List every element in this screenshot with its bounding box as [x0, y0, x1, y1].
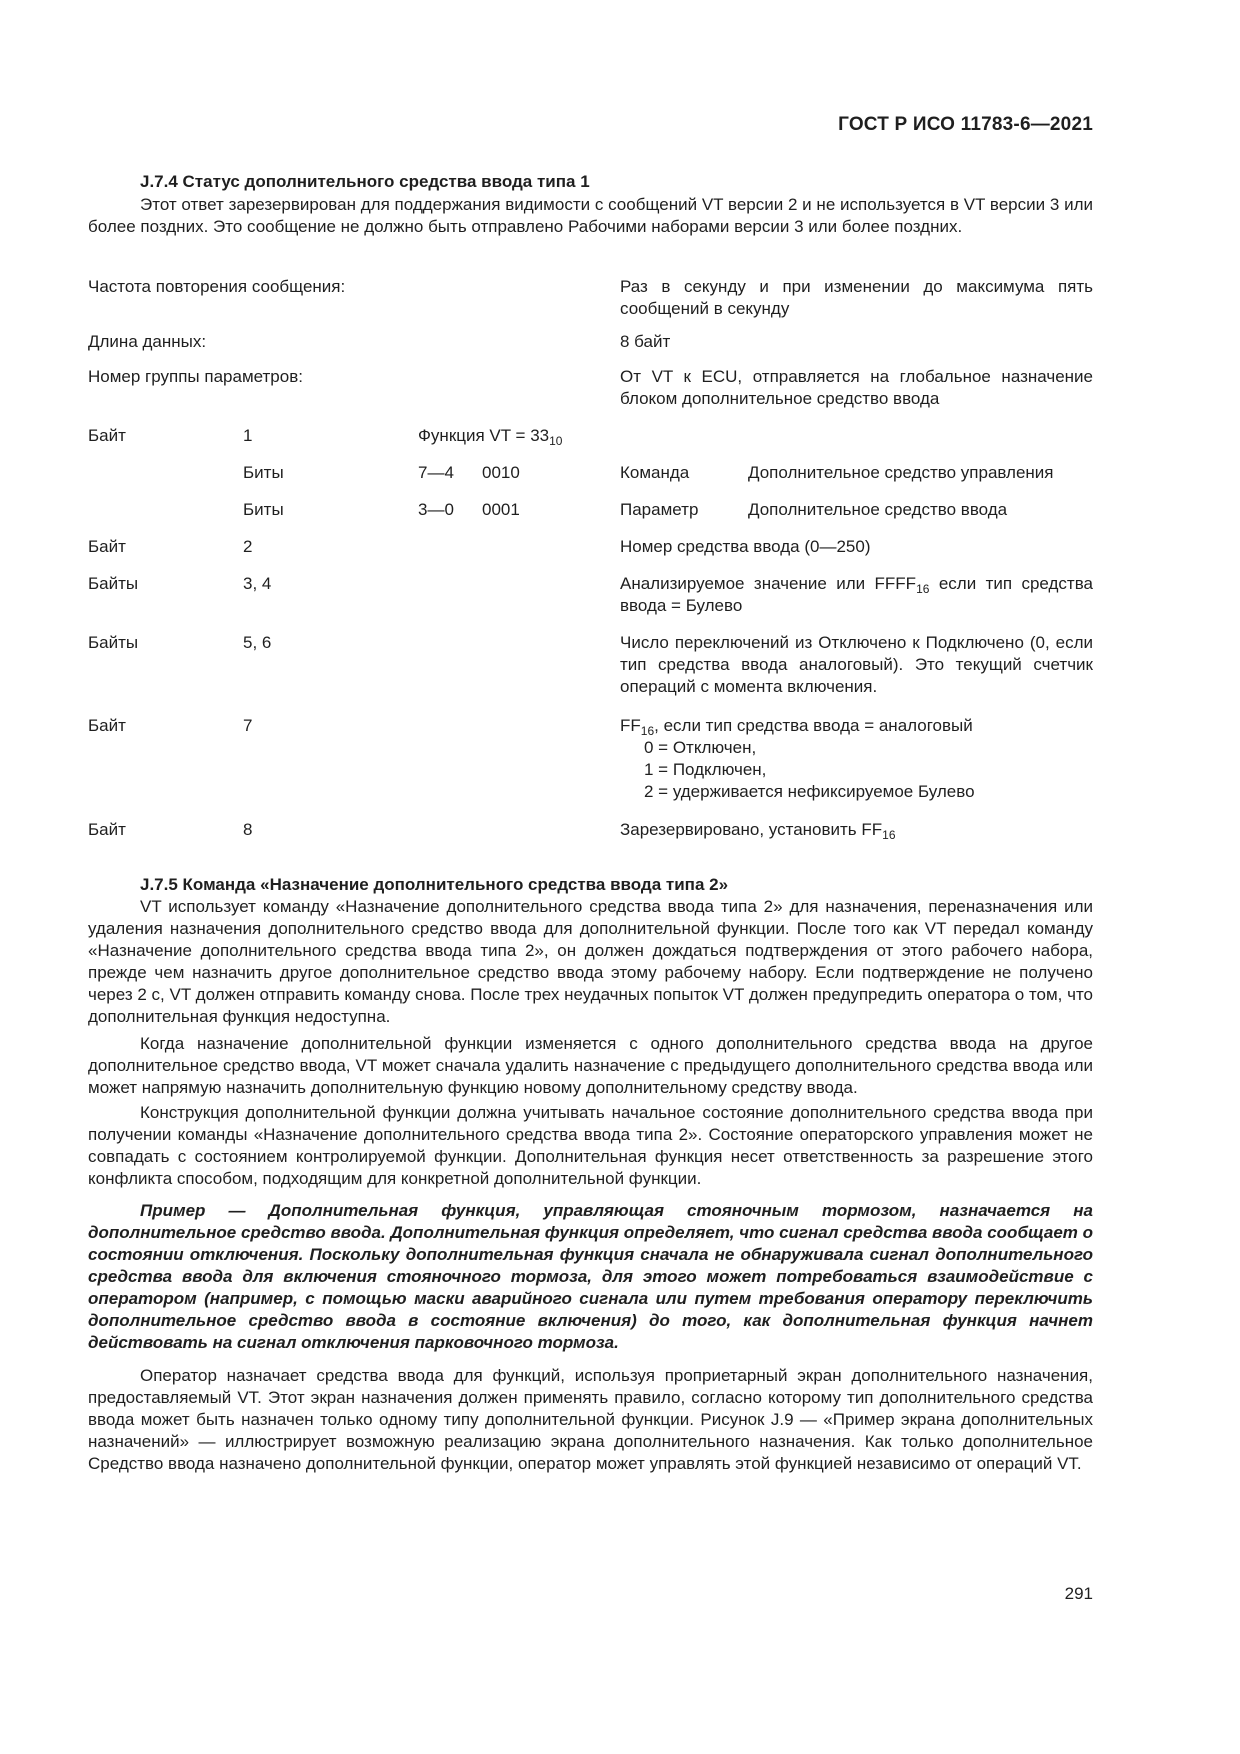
bits-value: 0010 — [482, 463, 520, 482]
bits-description: Дополнительное средство ввода — [748, 500, 1008, 519]
prop-key-repetition: Частота повторения сообщения: — [88, 277, 346, 296]
prop-key-pgn: Номер группы параметров: — [88, 367, 303, 386]
prop-value-repetition: Раз в секунду и при изменении до максимума пять сообщений в секунду — [620, 277, 1093, 318]
byte-label: Байт — [88, 537, 126, 556]
byte-description: $FF_{16}$, если тип средства ввода = аналоговый 0 = Отключен, 1 = Подключен, 2 = удерживается нефиксируемое Булево — [620, 715, 1093, 803]
value-list-item: 1 = Подключен, — [644, 760, 767, 779]
byte-number: 3, 4 — [243, 574, 272, 593]
byte-label: Байты — [88, 633, 139, 652]
bits-label: Биты — [243, 500, 284, 519]
section-heading-j74: J.7.4 Статус дополнительного средства ввода типа 1 — [140, 172, 590, 191]
byte-label: Байт — [88, 820, 126, 839]
value-list-item: 2 = удерживается нефиксируемое Булево — [644, 782, 975, 801]
example-note: Пример — Дополнительная функция, управляющая стояночным тормозом, назначается на дополнительное средство ввода. Дополнительная функция определяет, что сигнал средства ввода сообщает о состоянии отключения. Поскольку дополнительная функция сначала не обнаруживала сигнал дополнительного средства ввода для включения стояночного тормоза, для этого может потребоваться взаимодействие с оператором (например, с помощью маски аварийного сигнала или путем требования оператору переключить дополнительное средство ввода в состояние включения) до того, как дополнительная функция начнет действовать на сигнал отключения парковочного тормоза. — [88, 1201, 1093, 1352]
bits-value: 0001 — [482, 500, 520, 519]
bits-field-name: Параметр — [620, 500, 699, 519]
byte-number: 2 — [243, 537, 253, 556]
byte-description: Номер средства ввода (0—250) — [620, 537, 871, 556]
document-page — [88, 0, 1093, 1754]
page-number: 291 — [1064, 1584, 1093, 1603]
byte-label: Байт — [88, 716, 126, 735]
bits-range: 7—4 — [418, 463, 454, 482]
bits-description: Дополнительное средство управления — [748, 463, 1054, 482]
byte-number: 1 — [243, 426, 253, 445]
vt-function-code: Функция VT = $33_{10}$ — [418, 426, 563, 448]
bits-range: 3—0 — [418, 500, 454, 519]
byte-number: 5, 6 — [243, 633, 272, 652]
prop-value-data-length: 8 байт — [620, 332, 671, 351]
bits-label: Биты — [243, 463, 284, 482]
byte-number: 8 — [243, 820, 253, 839]
byte-description: Зарезервировано, установить $FF_{16}$ — [620, 820, 896, 842]
byte-label: Байты — [88, 574, 139, 593]
byte-label: Байт — [88, 426, 126, 445]
value-list-item: 0 = Отключен, — [644, 738, 757, 757]
byte-description: Число переключений из Отключено к Подключено (0, если тип средства ввода аналоговый). Это текущий счетчик операций с момента включения. — [620, 633, 1093, 696]
section-j75-paragraph: Конструкция дополнительной функции должна учитывать начальное состояние дополнительного средства ввода при получении команды «Назначение дополнительного средства ввода типа 2». Состояние операторского управления может не совпадать с состоянием контролируемой функции. Дополнительная функция несет ответственность за разрешение этого конфликта способом, подходящим для конкретной дополнительной функции. — [88, 1103, 1093, 1188]
prop-value-pgn: От VT к ECU, отправляется на глобальное назначение блоком дополнительное средство ввода — [620, 367, 1093, 408]
document-id-header: ГОСТ Р ИСО 11783-6—2021 — [838, 114, 1093, 135]
byte-number: 7 — [243, 716, 253, 735]
section-j75-paragraph: Оператор назначает средства ввода для функций, используя проприетарный экран дополнительного назначения, предоставляемый VT. Этот экран назначения должен применять правило, согласно которому тип дополнительного средства ввода может быть назначен только одному типу дополнительной функции. Рисунок J.9 — «Пример экрана дополнительных назначений» — иллюстрирует возможную реализацию экрана дополнительного назначения. Как только дополнительное Средство ввода назначено дополнительной функции, оператор может управлять этой функцией независимо от операций VT. — [88, 1366, 1093, 1473]
section-j74-intro: Этот ответ зарезервирован для поддержания видимости с сообщений VT версии 2 и не используется в VT версии 3 или более поздних. Это сообщение не должно быть отправлено Рабочими наборами версии 3 или более поздних. — [88, 195, 1093, 236]
prop-key-data-length: Длина данных: — [88, 332, 207, 351]
byte-description: Анализируемое значение или $FFFF_{16}$ если тип средства ввода = Булево — [620, 574, 1093, 615]
bits-field-name: Команда — [620, 463, 690, 482]
section-heading-j75: J.7.5 Команда «Назначение дополнительного средства ввода типа 2» — [140, 875, 729, 894]
section-j75-paragraph: VT использует команду «Назначение дополнительного средства ввода типа 2» для назначения, переназначения или удаления назначения дополнительного средство ввода для дополнительной функции. После того как VT передал команду «Назначение дополнительного средства ввода типа 2», он должен дождаться подтверждения от этого рабочего набора, прежде чем назначить другое дополнительное средство ввода этому рабочему набору. Если подтверждение не получено через 2 с, VT должен отправить команду снова. После трех неудачных попыток VT должен предупредить оператора о том, что дополнительная функция недоступна. — [88, 897, 1093, 1026]
section-j75-paragraph: Когда назначение дополнительной функции изменяется с одного дополнительного средства ввода на другое дополнительное средство ввода, VT может сначала удалить назначение с предыдущего дополнительного средства ввода или может напрямую назначить дополнительную функцию новому дополнительному средству ввода. — [88, 1034, 1093, 1097]
